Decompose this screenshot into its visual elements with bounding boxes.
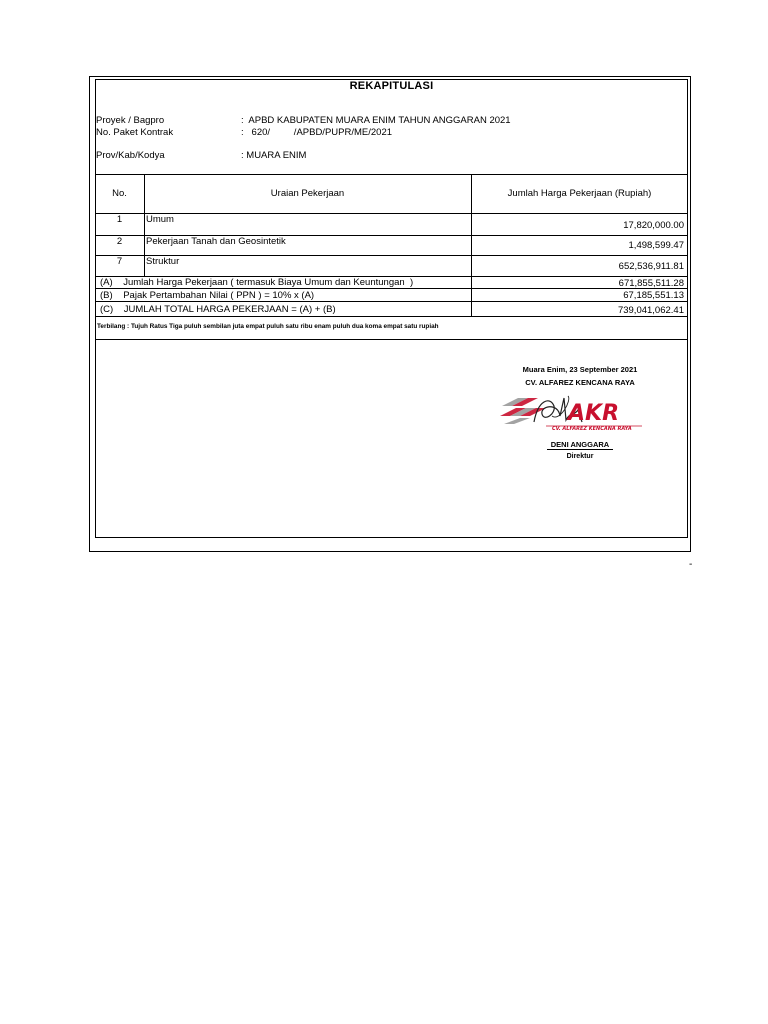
proyek-label: Proyek / Bagpro xyxy=(96,115,165,126)
table-top-line xyxy=(95,174,688,175)
paket-value: : 620/ /APBD/PUPR/ME/2021 xyxy=(241,127,393,138)
table-header-line xyxy=(95,213,688,214)
summary-c-value: 739,041,062.41 xyxy=(617,305,684,316)
signatory-name-text: DENI ANGGARA xyxy=(547,440,613,450)
row-no: 7 xyxy=(116,256,123,267)
summary-b-label: (B) Pajak Pertambahan Nilai ( PPN ) = 10% x (A) xyxy=(100,290,315,301)
row-jumlah: 652,536,911.81 xyxy=(618,261,684,272)
row-jumlah: 17,820,000.00 xyxy=(623,220,684,231)
prov-value: : MUARA ENIM xyxy=(241,150,307,161)
logo-subtext: CV. ALFAREZ KENCANA RAYA xyxy=(552,426,632,432)
logo-akr-text: AKR xyxy=(568,401,620,426)
proyek-value: : APBD KABUPATEN MUARA ENIM TAHUN ANGGARAN 2021 xyxy=(241,115,511,126)
summary-a-label: (A) Jumlah Harga Pekerjaan ( termasuk Biaya Umum dan Keuntungan ) xyxy=(100,277,414,288)
header-no: No. xyxy=(112,188,127,199)
row-uraian: Umum xyxy=(146,214,174,225)
document-title: REKAPITULASI xyxy=(349,80,434,92)
terbilang-text: Terbilang : Tujuh Ratus Tiga puluh sembilan juta empat puluh satu ribu enam puluh dua koma empat satu rupiah xyxy=(97,323,439,330)
row-uraian: Struktur xyxy=(146,256,180,267)
header-uraian: Uraian Pekerjaan xyxy=(270,188,345,199)
row-no: 1 xyxy=(116,214,123,225)
header-jumlah: Jumlah Harga Pekerjaan (Rupiah) xyxy=(507,188,652,199)
page-mark: - xyxy=(689,559,693,570)
summary-a-value: 671,855,511.28 xyxy=(618,278,684,289)
terbilang-bottom-line xyxy=(95,339,688,340)
paket-label: No. Paket Kontrak xyxy=(96,127,174,138)
table-row-line xyxy=(95,301,688,302)
row-jumlah: 1,498,599.47 xyxy=(628,240,684,251)
company-logo xyxy=(498,392,644,436)
prov-label: Prov/Kab/Kodya xyxy=(96,150,165,161)
frame-right-border xyxy=(690,76,691,551)
summary-c-label: (C) JUMLAH TOTAL HARGA PEKERJAAN = (A) + (B) xyxy=(100,304,336,315)
signatory-name xyxy=(500,440,660,449)
row-no: 2 xyxy=(116,236,123,247)
summary-b-value: 67,185,551.13 xyxy=(623,290,684,301)
table-row-line xyxy=(95,316,688,317)
company-name: CV. ALFAREZ KENCANA RAYA xyxy=(525,378,635,387)
signatory-position: Direktur xyxy=(566,453,594,460)
row-uraian: Pekerjaan Tanah dan Geosintetik xyxy=(146,236,286,247)
table-row-line xyxy=(95,255,688,256)
place-date: Muara Enim, 23 September 2021 xyxy=(522,365,638,374)
